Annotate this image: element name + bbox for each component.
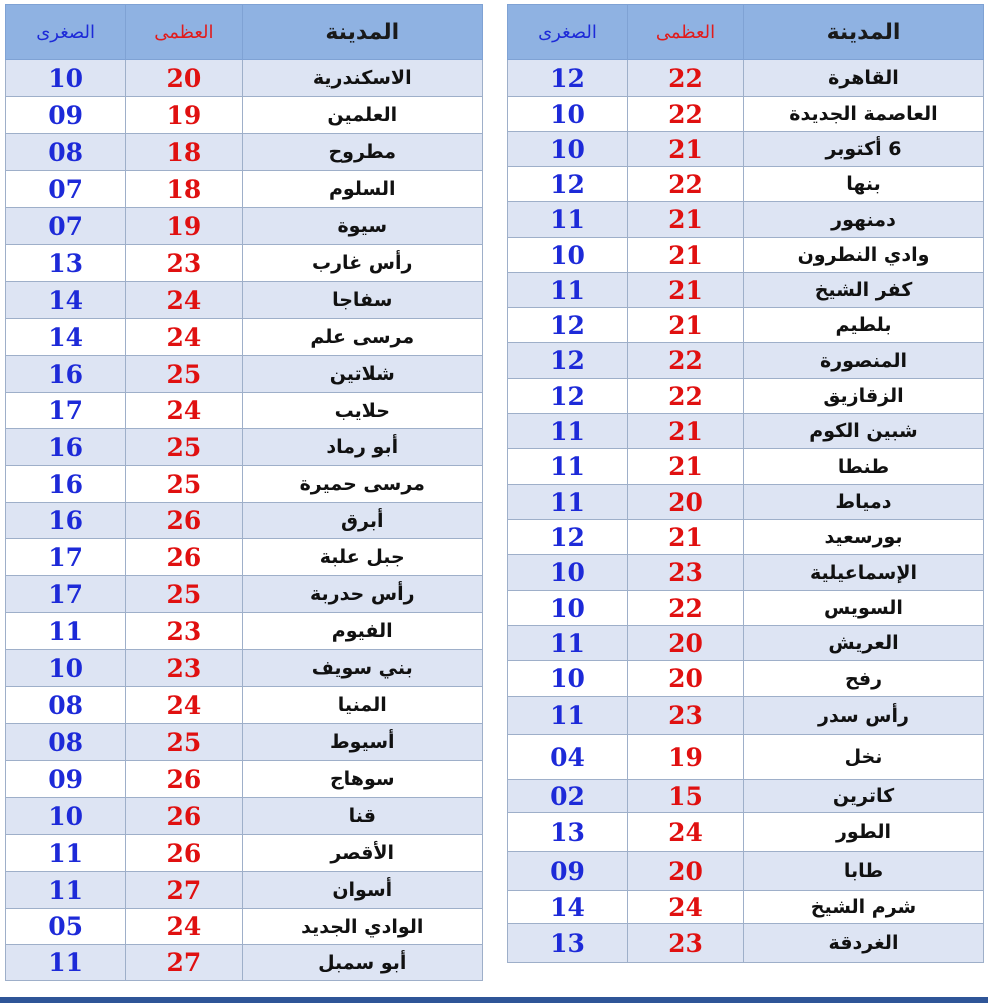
city-cell: بنها bbox=[744, 167, 984, 202]
max-temp-cell: 25 bbox=[126, 724, 242, 761]
min-temp-cell: 17 bbox=[6, 576, 126, 613]
max-temp-cell: 21 bbox=[628, 238, 744, 273]
min-temp-cell: 11 bbox=[508, 202, 628, 238]
table-row bbox=[6, 245, 483, 282]
city-cell: مرسى علم bbox=[242, 319, 483, 356]
table-row bbox=[508, 379, 984, 414]
city-cell: القاهرة bbox=[744, 60, 984, 97]
min-temp-cell: 10 bbox=[6, 60, 126, 97]
max-temp-cell: 23 bbox=[628, 924, 744, 963]
city-cell: الطور bbox=[744, 813, 984, 852]
bottom-border-bar bbox=[0, 997, 988, 1003]
table-row bbox=[508, 167, 984, 202]
table-row bbox=[6, 208, 483, 245]
table-row bbox=[508, 132, 984, 167]
max-temp-cell: 22 bbox=[628, 60, 744, 97]
city-cell: المنيا bbox=[242, 687, 483, 724]
city-cell: جبل علبة bbox=[242, 539, 483, 576]
city-cell: 6 أكتوبر bbox=[744, 132, 984, 167]
max-temp-cell: 21 bbox=[628, 414, 744, 449]
min-temp-cell: 11 bbox=[508, 485, 628, 520]
min-temp-cell: 11 bbox=[508, 626, 628, 661]
max-temp-cell: 23 bbox=[126, 650, 242, 687]
city-cell: أبرق bbox=[242, 503, 483, 539]
min-temp-cell: 10 bbox=[508, 97, 628, 132]
table-row bbox=[6, 687, 483, 724]
max-temp-cell: 21 bbox=[628, 202, 744, 238]
table-row bbox=[6, 319, 483, 356]
table-row bbox=[508, 626, 984, 661]
min-temp-cell: 10 bbox=[508, 591, 628, 626]
table-row bbox=[6, 650, 483, 687]
min-temp-cell: 10 bbox=[6, 650, 126, 687]
table-row bbox=[6, 60, 483, 97]
table-row bbox=[508, 555, 984, 591]
city-cell: طابا bbox=[744, 852, 984, 891]
table-row bbox=[508, 97, 984, 132]
max-temp-cell: 20 bbox=[628, 852, 744, 891]
city-cell: شبين الكوم bbox=[744, 414, 984, 449]
max-temp-cell: 27 bbox=[126, 872, 242, 909]
max-temp-cell: 18 bbox=[126, 171, 242, 208]
min-temp-cell: 09 bbox=[6, 761, 126, 798]
table-row bbox=[508, 591, 984, 626]
table-row bbox=[6, 798, 483, 835]
max-temp-cell: 21 bbox=[628, 449, 744, 485]
city-cell: العلمين bbox=[242, 97, 483, 134]
max-temp-cell: 18 bbox=[126, 134, 242, 171]
city-cell: نخل bbox=[744, 735, 984, 780]
min-temp-cell: 16 bbox=[6, 429, 126, 466]
max-temp-cell: 21 bbox=[628, 520, 744, 555]
min-temp-cell: 11 bbox=[508, 273, 628, 308]
min-temp-cell: 12 bbox=[508, 343, 628, 379]
table-row bbox=[6, 356, 483, 393]
min-temp-cell: 11 bbox=[508, 697, 628, 735]
max-temp-cell: 23 bbox=[126, 613, 242, 650]
max-temp-cell: 25 bbox=[126, 576, 242, 613]
max-temp-cell: 26 bbox=[126, 539, 242, 576]
city-cell: الفيوم bbox=[242, 613, 483, 650]
header-max: العظمى bbox=[628, 5, 744, 60]
city-cell: الزقازيق bbox=[744, 379, 984, 414]
max-temp-cell: 25 bbox=[126, 429, 242, 466]
city-cell: شرم الشيخ bbox=[744, 891, 984, 924]
min-temp-cell: 12 bbox=[508, 60, 628, 97]
table-row bbox=[508, 273, 984, 308]
table-row bbox=[508, 308, 984, 343]
city-cell: شلاتين bbox=[242, 356, 483, 393]
city-cell: أسيوط bbox=[242, 724, 483, 761]
table-row bbox=[508, 697, 984, 735]
min-temp-cell: 13 bbox=[6, 245, 126, 282]
min-temp-cell: 14 bbox=[6, 282, 126, 319]
min-temp-cell: 09 bbox=[6, 97, 126, 134]
table-row bbox=[508, 238, 984, 273]
weather-table-left bbox=[5, 4, 483, 981]
city-cell: السلوم bbox=[242, 171, 483, 208]
max-temp-cell: 24 bbox=[628, 891, 744, 924]
city-cell: السويس bbox=[744, 591, 984, 626]
city-cell: دمنهور bbox=[744, 202, 984, 238]
max-temp-cell: 19 bbox=[126, 208, 242, 245]
min-temp-cell: 14 bbox=[508, 891, 628, 924]
city-cell: الغردقة bbox=[744, 924, 984, 963]
max-temp-cell: 23 bbox=[628, 555, 744, 591]
min-temp-cell: 11 bbox=[6, 835, 126, 872]
table-row bbox=[6, 761, 483, 798]
table-row bbox=[6, 171, 483, 208]
max-temp-cell: 21 bbox=[628, 308, 744, 343]
table-row bbox=[6, 466, 483, 503]
table-row bbox=[6, 503, 483, 539]
table-row bbox=[508, 852, 984, 891]
city-cell: العريش bbox=[744, 626, 984, 661]
min-temp-cell: 12 bbox=[508, 520, 628, 555]
weather-table-right bbox=[507, 4, 984, 963]
table-row bbox=[6, 613, 483, 650]
min-temp-cell: 13 bbox=[508, 813, 628, 852]
city-cell: أبو سمبل bbox=[242, 945, 483, 981]
min-temp-cell: 12 bbox=[508, 379, 628, 414]
city-cell: العاصمة الجديدة bbox=[744, 97, 984, 132]
min-temp-cell: 16 bbox=[6, 503, 126, 539]
table-row bbox=[6, 393, 483, 429]
city-cell: أسوان bbox=[242, 872, 483, 909]
max-temp-cell: 22 bbox=[628, 97, 744, 132]
table-row bbox=[508, 202, 984, 238]
header-max: العظمى bbox=[126, 5, 242, 60]
max-temp-cell: 24 bbox=[126, 282, 242, 319]
header-min: الصغرى bbox=[6, 5, 126, 60]
max-temp-cell: 27 bbox=[126, 945, 242, 981]
max-temp-cell: 19 bbox=[126, 97, 242, 134]
min-temp-cell: 02 bbox=[508, 780, 628, 813]
min-temp-cell: 11 bbox=[6, 613, 126, 650]
city-cell: رأس غارب bbox=[242, 245, 483, 282]
min-temp-cell: 16 bbox=[6, 356, 126, 393]
header-city: المدينة bbox=[744, 5, 984, 60]
city-cell: بورسعيد bbox=[744, 520, 984, 555]
min-temp-cell: 10 bbox=[6, 798, 126, 835]
table-row bbox=[508, 735, 984, 780]
table-row bbox=[508, 661, 984, 697]
min-temp-cell: 10 bbox=[508, 555, 628, 591]
min-temp-cell: 10 bbox=[508, 661, 628, 697]
city-cell: كفر الشيخ bbox=[744, 273, 984, 308]
table-row bbox=[508, 520, 984, 555]
max-temp-cell: 24 bbox=[628, 813, 744, 852]
max-temp-cell: 23 bbox=[628, 697, 744, 735]
city-cell: مطروح bbox=[242, 134, 483, 171]
min-temp-cell: 09 bbox=[508, 852, 628, 891]
min-temp-cell: 11 bbox=[6, 872, 126, 909]
max-temp-cell: 15 bbox=[628, 780, 744, 813]
city-cell: رأس حدربة bbox=[242, 576, 483, 613]
min-temp-cell: 10 bbox=[508, 238, 628, 273]
min-temp-cell: 10 bbox=[508, 132, 628, 167]
table-row bbox=[6, 282, 483, 319]
min-temp-cell: 11 bbox=[508, 414, 628, 449]
max-temp-cell: 22 bbox=[628, 591, 744, 626]
min-temp-cell: 08 bbox=[6, 687, 126, 724]
city-cell: حلايب bbox=[242, 393, 483, 429]
city-cell: سوهاج bbox=[242, 761, 483, 798]
min-temp-cell: 07 bbox=[6, 208, 126, 245]
header-row bbox=[508, 5, 984, 60]
table-row bbox=[508, 813, 984, 852]
city-cell: دمياط bbox=[744, 485, 984, 520]
max-temp-cell: 26 bbox=[126, 503, 242, 539]
min-temp-cell: 11 bbox=[508, 449, 628, 485]
city-cell: الإسماعيلية bbox=[744, 555, 984, 591]
table-row bbox=[508, 449, 984, 485]
city-cell: أبو رماد bbox=[242, 429, 483, 466]
min-temp-cell: 16 bbox=[6, 466, 126, 503]
header-row bbox=[6, 5, 483, 60]
city-cell: طنطا bbox=[744, 449, 984, 485]
max-temp-cell: 20 bbox=[126, 60, 242, 97]
min-temp-cell: 07 bbox=[6, 171, 126, 208]
city-cell: بني سويف bbox=[242, 650, 483, 687]
min-temp-cell: 17 bbox=[6, 393, 126, 429]
table-row bbox=[6, 134, 483, 171]
table-row bbox=[508, 414, 984, 449]
table-row bbox=[6, 909, 483, 945]
min-temp-cell: 17 bbox=[6, 539, 126, 576]
city-cell: مرسى حميرة bbox=[242, 466, 483, 503]
table-row bbox=[508, 60, 984, 97]
max-temp-cell: 26 bbox=[126, 798, 242, 835]
max-temp-cell: 22 bbox=[628, 379, 744, 414]
max-temp-cell: 24 bbox=[126, 319, 242, 356]
table-row bbox=[6, 872, 483, 909]
city-cell: الاسكندرية bbox=[242, 60, 483, 97]
city-cell: قنا bbox=[242, 798, 483, 835]
city-cell: كاترين bbox=[744, 780, 984, 813]
table-row bbox=[508, 343, 984, 379]
min-temp-cell: 14 bbox=[6, 319, 126, 356]
min-temp-cell: 12 bbox=[508, 308, 628, 343]
table-row bbox=[508, 891, 984, 924]
max-temp-cell: 26 bbox=[126, 835, 242, 872]
max-temp-cell: 24 bbox=[126, 909, 242, 945]
max-temp-cell: 22 bbox=[628, 167, 744, 202]
max-temp-cell: 21 bbox=[628, 273, 744, 308]
table-row bbox=[6, 945, 483, 981]
city-cell: المنصورة bbox=[744, 343, 984, 379]
min-temp-cell: 13 bbox=[508, 924, 628, 963]
min-temp-cell: 04 bbox=[508, 735, 628, 780]
table-row bbox=[6, 835, 483, 872]
city-cell: سيوة bbox=[242, 208, 483, 245]
table-row bbox=[6, 576, 483, 613]
max-temp-cell: 25 bbox=[126, 356, 242, 393]
max-temp-cell: 20 bbox=[628, 661, 744, 697]
max-temp-cell: 20 bbox=[628, 626, 744, 661]
max-temp-cell: 25 bbox=[126, 466, 242, 503]
table-row bbox=[508, 780, 984, 813]
min-temp-cell: 08 bbox=[6, 134, 126, 171]
table-row bbox=[6, 539, 483, 576]
header-city: المدينة bbox=[242, 5, 483, 60]
table-row bbox=[508, 485, 984, 520]
max-temp-cell: 21 bbox=[628, 132, 744, 167]
table-row bbox=[6, 97, 483, 134]
max-temp-cell: 20 bbox=[628, 485, 744, 520]
max-temp-cell: 24 bbox=[126, 687, 242, 724]
table-row bbox=[6, 429, 483, 466]
city-cell: رأس سدر bbox=[744, 697, 984, 735]
city-cell: الأقصر bbox=[242, 835, 483, 872]
city-cell: رفح bbox=[744, 661, 984, 697]
max-temp-cell: 23 bbox=[126, 245, 242, 282]
max-temp-cell: 24 bbox=[126, 393, 242, 429]
city-cell: وادي النطرون bbox=[744, 238, 984, 273]
table-row bbox=[508, 924, 984, 963]
table-row bbox=[6, 724, 483, 761]
header-min: الصغرى bbox=[508, 5, 628, 60]
city-cell: الوادي الجديد bbox=[242, 909, 483, 945]
min-temp-cell: 12 bbox=[508, 167, 628, 202]
max-temp-cell: 22 bbox=[628, 343, 744, 379]
city-cell: بلطيم bbox=[744, 308, 984, 343]
city-cell: سفاجا bbox=[242, 282, 483, 319]
min-temp-cell: 05 bbox=[6, 909, 126, 945]
min-temp-cell: 11 bbox=[6, 945, 126, 981]
min-temp-cell: 08 bbox=[6, 724, 126, 761]
max-temp-cell: 26 bbox=[126, 761, 242, 798]
max-temp-cell: 19 bbox=[628, 735, 744, 780]
